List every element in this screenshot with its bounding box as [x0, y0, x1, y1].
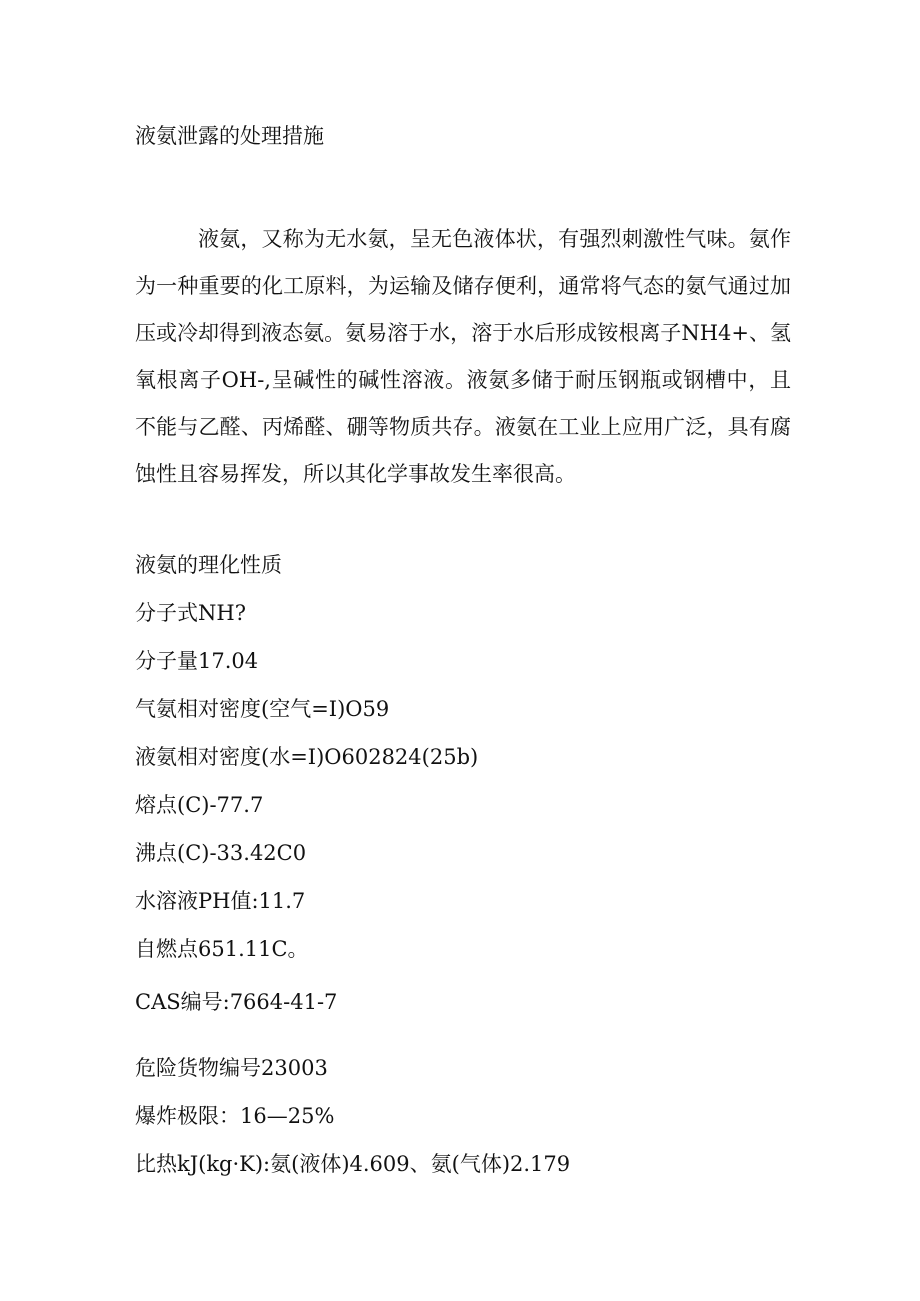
property-autoignition: 自燃点651.11C。 — [135, 937, 309, 961]
property-explosion-limit: 爆炸极限：16—25% — [135, 1104, 335, 1128]
intro-paragraph: 液氨，又称为无水氨，呈无色液体状，有强烈刺激性气味。氨作为一种重要的化工原料，为运输及储存便利，通常将气态的氨气通过加压或冷却得到液态氨。氨易溶于水，溶于水后形成铵根离子NH4+、氢氧根离子OH-,呈碱性的碱性溶液。液氨多储于耐压钢瓶或钢槽中，且不能与乙醛、丙烯醛、硼等物质共存。液氨在工业上应用广泛，具有腐蚀性且容易挥发，所以其化学事故发生率很高。 — [135, 227, 791, 486]
section-title: 液氨的理化性质 — [135, 553, 282, 577]
property-ph: 水溶液PH值:11.7 — [135, 889, 306, 913]
property-melting-point: 熔点(C)-77.7 — [135, 793, 264, 817]
property-formula: 分子式NH? — [135, 601, 246, 625]
property-molecular-weight: 分子量17.04 — [135, 649, 259, 673]
property-hazard-number: 危险货物编号23003 — [135, 1056, 328, 1080]
property-specific-heat: 比热kJ(kg·K):氨(液体)4.609、氨(气体)2.179 — [135, 1152, 571, 1176]
document-title: 液氨泄露的处理措施 — [135, 124, 324, 148]
property-liquid-density: 液氨相对密度(水=I)O602824(25b) — [135, 745, 479, 769]
property-boiling-point: 沸点(C)-33.42C0 — [135, 841, 307, 865]
property-cas: CAS编号:7664-41-7 — [135, 990, 338, 1014]
property-gas-density: 气氨相对密度(空气=I)O59 — [135, 697, 390, 721]
